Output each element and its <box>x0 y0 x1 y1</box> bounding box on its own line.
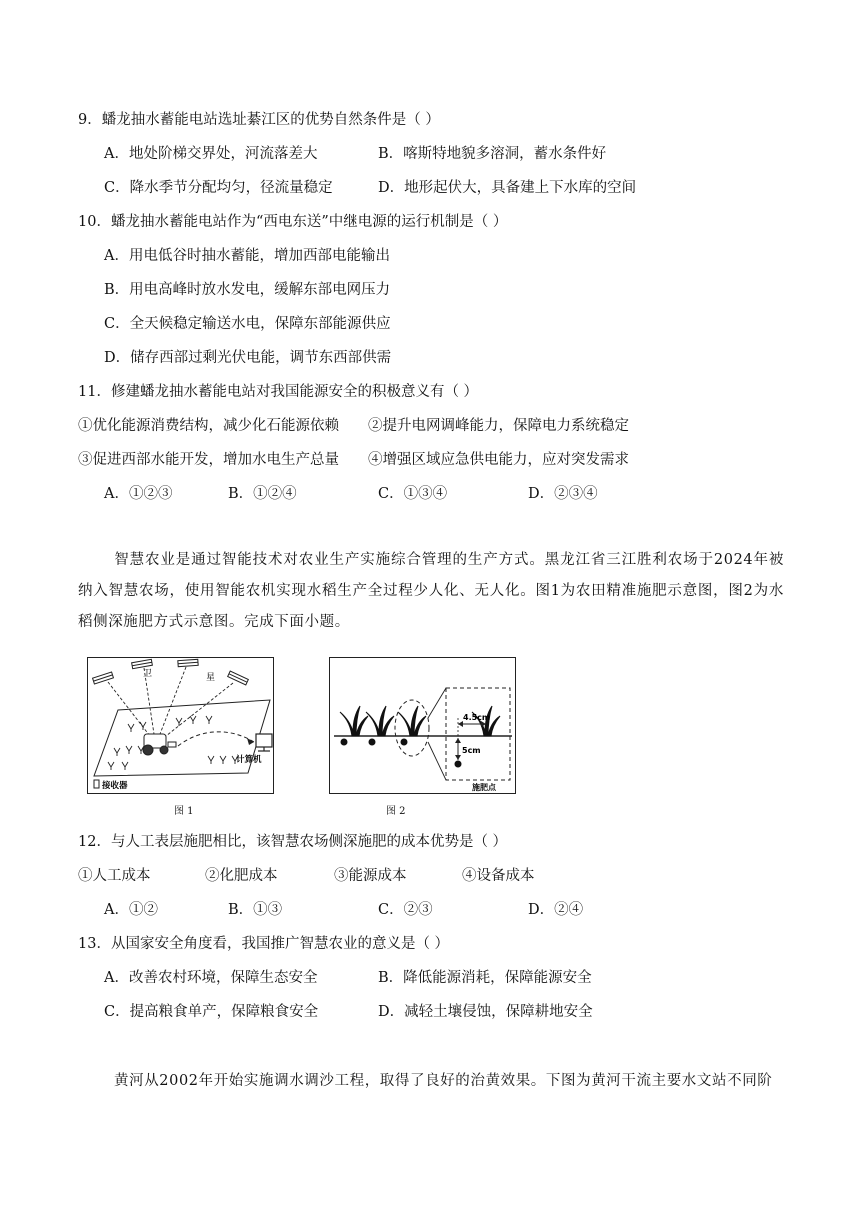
figure-2-label-4-5cm: 4.5cm <box>463 713 491 722</box>
figure-1-label-xing: 星 <box>206 673 216 683</box>
q12-option-c[interactable]: C．②③ <box>378 902 433 918</box>
figure-2-side-deep-fertilization <box>329 657 516 794</box>
figure-1-precision-fertilization <box>87 657 274 794</box>
figure-2-label-5cm: 5cm <box>462 746 481 755</box>
q12-statement-2: ②化肥成本 <box>205 868 278 884</box>
q10-option-c[interactable]: C．全天候稳定输送水电，保障东部能源供应 <box>104 316 391 332</box>
q11-statement-2: ②提升电网调峰能力，保障电力系统稳定 <box>368 418 629 434</box>
figure-1-label-receiver: 接收器 <box>102 781 128 791</box>
q10-option-a[interactable]: A．用电低谷时抽水蓄能，增加西部电能输出 <box>104 248 390 264</box>
q12-statement-1: ①人工成本 <box>78 868 151 884</box>
q13-option-d[interactable]: D．减轻土壤侵蚀，保障耕地安全 <box>378 1004 593 1020</box>
figure-2-diagram <box>330 658 515 793</box>
q9-option-c[interactable]: C．降水季节分配均匀，径流量稳定 <box>104 180 333 196</box>
passage-yellow-river: 黄河从2002年开始实施调水调沙工程，取得了良好的治黄效果。下图为黄河干流主要水文站不同阶 <box>114 1073 773 1089</box>
q9-stem: 9．蟠龙抽水蓄能电站选址綦江区的优势自然条件是（ ） <box>78 112 440 128</box>
q10-stem: 10．蟠龙抽水蓄能电站作为“西电东送”中继电源的运行机制是（ ） <box>78 214 508 230</box>
q11-option-c[interactable]: C．①③④ <box>378 486 448 502</box>
q11-option-b[interactable]: B．①②④ <box>228 486 297 502</box>
figure-2-label-fertilizing-point: 施肥点 <box>472 783 496 792</box>
q12-stem: 12．与人工表层施肥相比，该智慧农场侧深施肥的成本优势是（ ） <box>78 834 508 850</box>
q9-option-d[interactable]: D．地形起伏大，具备建上下水库的空间 <box>378 180 637 196</box>
passage-smart-agriculture: 智慧农业是通过智能技术对农业生产实施综合管理的生产方式。黑龙江省三江胜利农场于2024年被纳入智慧农场，使用智能农机实现水稻生产全过程少人化、无人化。图1为农田精准施肥示意图，图2为水稻侧深施肥方式示意图。完成下面小题。 <box>78 552 784 630</box>
q12-option-a[interactable]: A．①② <box>104 902 158 918</box>
q10-option-d[interactable]: D．储存西部过剩光伏电能，调节东西部供需 <box>104 350 392 366</box>
q11-statement-4: ④增强区域应急供电能力，应对突发需求 <box>368 452 629 468</box>
figure-1-label-computer: 计算机 <box>236 755 262 765</box>
figure-1-diagram <box>88 658 273 793</box>
q12-statement-4: ④设备成本 <box>462 868 535 884</box>
q11-statement-1: ①优化能源消费结构，减少化石能源依赖 <box>78 418 339 434</box>
q9-option-b[interactable]: B．喀斯特地貌多溶洞，蓄水条件好 <box>378 146 607 162</box>
figure-1-label-wei: 卫 <box>143 669 153 679</box>
q11-option-a[interactable]: A．①②③ <box>104 486 173 502</box>
q10-option-b[interactable]: B．用电高峰时放水发电，缓解东部电网压力 <box>104 282 391 298</box>
q13-option-c[interactable]: C．提高粮食单产，保障粮食安全 <box>104 1004 319 1020</box>
q11-statement-3: ③促进西部水能开发，增加水电生产总量 <box>78 452 339 468</box>
figure-1-caption: 图 1 <box>174 806 194 817</box>
q12-option-b[interactable]: B．①③ <box>228 902 283 918</box>
q13-option-a[interactable]: A．改善农村环境，保障生态安全 <box>104 970 318 986</box>
q12-statement-3: ③能源成本 <box>334 868 407 884</box>
q11-option-d[interactable]: D．②③④ <box>528 486 598 502</box>
q12-option-d[interactable]: D．②④ <box>528 902 584 918</box>
figure-2-caption: 图 2 <box>386 806 406 817</box>
q13-option-b[interactable]: B．降低能源消耗，保障能源安全 <box>378 970 592 986</box>
q13-stem: 13．从国家安全角度看，我国推广智慧农业的意义是（ ） <box>78 936 450 952</box>
q9-option-a[interactable]: A．地处阶梯交界处，河流落差大 <box>104 146 318 162</box>
q11-stem: 11．修建蟠龙抽水蓄能电站对我国能源安全的积极意义有（ ） <box>78 384 479 400</box>
